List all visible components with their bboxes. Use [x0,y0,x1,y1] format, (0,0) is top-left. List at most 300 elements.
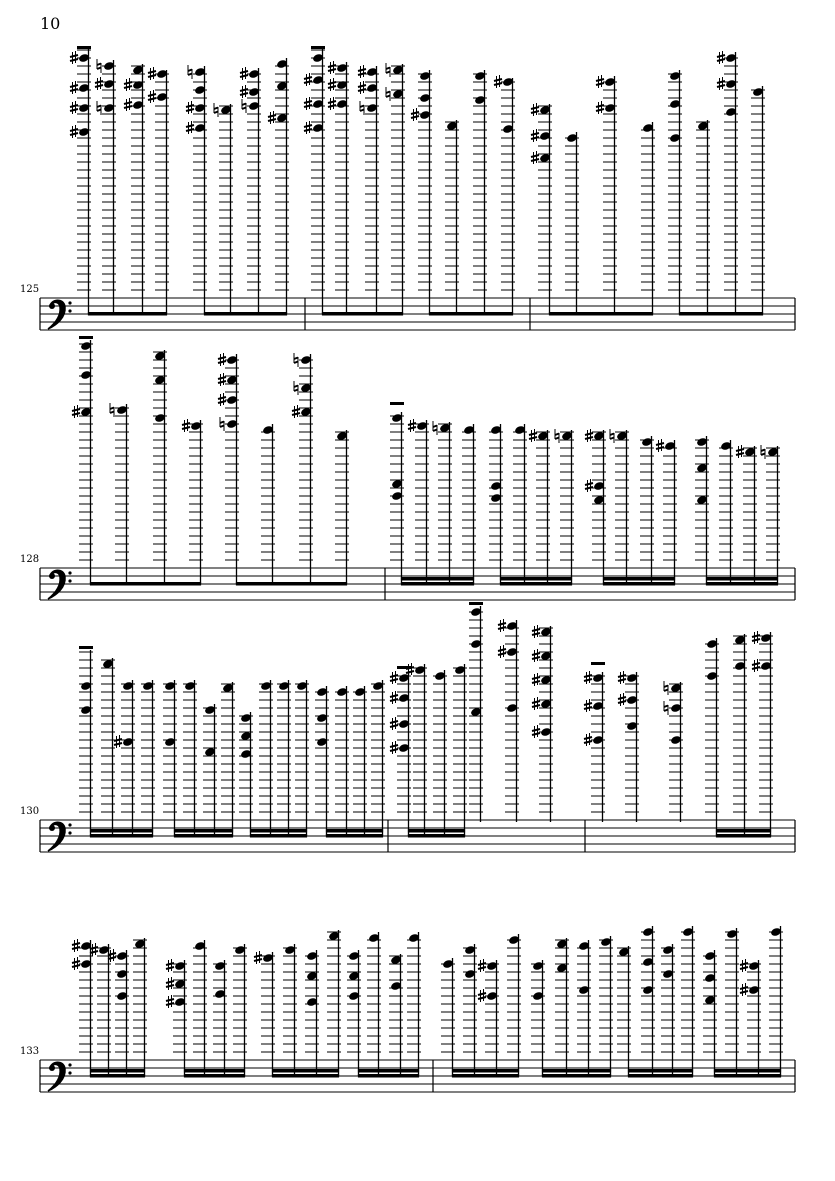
chord [114,680,135,836]
sharp-icon [390,691,398,704]
sharp-icon [358,81,366,94]
natural-icon [555,429,559,443]
chord [277,680,291,836]
chord [240,67,261,314]
chord [390,666,411,836]
chord [148,67,169,314]
beam-group [72,938,147,1078]
bass-clef-head [49,825,55,831]
beam [429,312,513,316]
beam [542,1069,611,1073]
chord [186,65,207,314]
rest-mark [79,336,93,339]
rest-mark [77,46,91,49]
beam [184,1074,245,1078]
chord [335,686,349,836]
sharp-icon [328,61,336,74]
sharp-icon [752,659,760,672]
sharp-icon [584,699,592,712]
bass-clef-dot [68,823,71,826]
beam [549,312,653,316]
chord [411,70,432,314]
natural-icon [214,103,218,117]
chord [618,671,639,822]
chord [507,934,521,1076]
beam [250,834,307,838]
measure-number: 125 [20,284,40,295]
rest-mark [469,602,483,605]
chord [640,436,654,584]
sharp-icon [148,90,156,103]
sharp-icon [406,663,414,676]
sharp-icon [114,735,122,748]
beam-group [79,646,155,838]
chord [565,132,579,314]
chord [596,75,617,314]
sharp-icon [596,101,604,114]
beam [184,1069,245,1073]
chord [433,670,447,836]
bass-clef-dot [68,309,71,312]
chord [233,944,247,1076]
chord [358,65,379,314]
beam-group [239,680,309,838]
beam [714,1069,781,1073]
sharp-icon [328,97,336,110]
chord [555,429,574,584]
beam [326,834,383,838]
chord [367,932,381,1076]
chord [239,712,253,836]
chord [441,958,455,1076]
beam-group [668,51,765,316]
sharp-icon [186,101,194,114]
sharp-icon [166,995,174,1008]
beam-group [254,930,341,1078]
sharp-icon [186,121,194,134]
chord [489,424,503,584]
chord [213,960,227,1076]
sharp-icon [584,671,592,684]
beam [326,829,383,833]
chord [101,658,115,836]
natural-icon [110,403,114,417]
beam [706,582,778,586]
rest-mark [390,402,404,405]
beam [500,582,572,586]
sharp-icon [585,479,593,492]
sharp-icon [531,103,539,116]
bass-clef-dot [68,571,71,574]
beam-group [163,680,235,838]
sharp-icon [408,419,416,432]
beam-group [218,353,349,586]
beam-group [70,46,169,316]
chord [408,419,429,584]
sharp-icon [390,717,398,730]
sharp-icon [529,429,537,442]
sharp-icon [304,73,312,86]
chord [664,681,683,822]
chord [153,350,167,584]
chord [166,959,187,1076]
sharp-icon [292,405,300,418]
sharp-icon [304,97,312,110]
chord [656,439,677,584]
sharp-icon [358,65,366,78]
chord [72,939,93,1076]
beam-group [390,663,467,838]
sharp-icon [532,625,540,638]
sharp-icon [736,445,744,458]
natural-icon [610,429,614,443]
beam-group [695,436,780,586]
chord [617,946,631,1076]
rest-mark [79,646,93,649]
sharp-icon [494,75,502,88]
sharp-icon [254,951,262,964]
chord [736,445,757,584]
chord [585,429,606,584]
beam [716,829,771,833]
sharp-icon [70,101,78,114]
chord [353,686,367,836]
chord [577,940,591,1076]
beam-group [531,936,613,1078]
beam [408,829,465,833]
sharp-icon [90,943,98,956]
system [20,602,795,852]
sharp-icon [70,125,78,138]
page-number: 10 [40,14,61,33]
chord [407,932,421,1076]
beam-group [584,662,683,822]
natural-icon [386,63,390,77]
beam [358,1069,419,1073]
chord [584,662,605,822]
sharp-icon [584,733,592,746]
beam-group [411,70,515,316]
chord [347,950,361,1076]
chord [163,680,177,836]
beam [272,1074,339,1078]
natural-icon [386,87,390,101]
beam [322,312,403,316]
beam [401,577,474,581]
bass-clef-dot [68,831,71,834]
natural-icon [97,101,101,115]
beam-group [617,926,695,1078]
beam-group [72,336,203,586]
chord [668,70,682,314]
chord [203,704,217,836]
beam [90,829,153,833]
chord [259,680,273,836]
beam [628,1069,693,1073]
sharp-icon [656,439,664,452]
chord [661,944,675,1076]
beam-group [441,934,521,1078]
beam-group [469,602,553,822]
beam [204,312,287,316]
chord [328,61,349,314]
chord [72,336,93,584]
sharp-icon [532,673,540,686]
natural-icon [220,417,224,431]
beam [401,582,474,586]
sharp-icon [390,671,398,684]
sharp-icon [618,671,626,684]
chord [696,120,710,314]
natural-icon [294,381,298,395]
beam [679,312,763,316]
beam [542,1074,611,1078]
rest-mark [591,662,605,665]
chord [315,686,329,836]
sharp-icon [240,85,248,98]
natural-icon [188,65,192,79]
sharp-icon [717,51,725,64]
bass-clef-dot [68,1063,71,1066]
beam-group [703,926,783,1078]
sharp-icon [478,959,486,972]
beam [452,1069,519,1073]
beam [236,582,347,586]
chord [462,424,476,584]
chord [433,421,452,584]
beam [452,1074,519,1078]
sharp-icon [72,957,80,970]
chord [641,122,655,314]
sharp-icon [531,129,539,142]
system [20,336,795,600]
beam [272,1069,339,1073]
beam [408,834,465,838]
chord [292,353,313,584]
beam [500,577,572,581]
chord [389,954,403,1076]
sharp-icon [268,111,276,124]
chord [214,103,233,314]
bass-clef-dot [68,1071,71,1074]
chord [705,638,719,836]
chord [141,680,155,836]
chord [108,949,129,1076]
chord [218,353,239,584]
sharp-icon [596,75,604,88]
measure-number: 128 [20,554,40,565]
natural-icon [664,681,668,695]
beam [714,1074,781,1078]
beam [250,829,307,833]
beam [716,834,771,838]
bass-clef-dot [68,579,71,582]
beam-group [347,932,421,1078]
chord [463,944,477,1076]
sharp-icon [72,405,80,418]
sharp-icon [218,353,226,366]
chord [529,429,550,584]
chord [261,424,275,584]
chord [70,46,91,314]
sharp-icon [532,725,540,738]
beam-group [705,631,773,838]
sharp-icon [532,697,540,710]
chord [254,951,275,1076]
sharp-icon [618,693,626,706]
sharp-icon [532,649,540,662]
chord [719,440,733,584]
natural-icon [433,421,437,435]
sharp-icon [124,98,132,111]
chord [469,602,483,822]
chord [183,680,197,836]
chord [390,402,404,584]
sharp-icon [498,645,506,658]
chord [283,944,297,1076]
chord [610,429,629,584]
beam-group [186,58,289,316]
beam [90,1074,145,1078]
chord [681,926,695,1076]
sharp-icon [740,983,748,996]
chord [304,46,325,314]
sharp-icon [166,959,174,972]
sharp-icon [218,373,226,386]
bass-clef-head [49,303,55,309]
beam-group [390,402,476,586]
sharp-icon [328,78,336,91]
chord [95,59,116,314]
natural-icon [360,101,364,115]
chord [124,64,145,314]
chord [531,103,552,314]
chord [335,430,349,584]
chord [453,664,467,836]
beam [603,577,675,581]
beam [90,834,153,838]
natural-icon [97,59,101,73]
chord [725,928,739,1076]
sharp-icon [478,989,486,1002]
chord [531,960,545,1076]
natural-icon [294,353,298,367]
chord [717,51,738,314]
chord [445,120,459,314]
sharp-icon [108,949,116,962]
sharp-icon [124,78,132,91]
beam [90,582,201,586]
natural-icon [664,701,668,715]
rest-mark [311,46,325,49]
chord [513,424,527,584]
chord [133,938,147,1076]
sharp-icon [218,393,226,406]
sharp-icon [531,151,539,164]
chord [599,936,613,1076]
beam [358,1074,419,1078]
sharp-icon [390,741,398,754]
system [20,46,795,330]
sharp-icon [717,77,725,90]
chord [305,950,319,1076]
sharp-icon [585,429,593,442]
chord [703,950,717,1076]
beam-group [585,429,677,586]
beam-group [166,940,247,1078]
chord [555,938,569,1076]
natural-icon [242,99,246,113]
system [20,926,795,1092]
chord [761,445,780,584]
chord [295,680,309,836]
sharp-icon [240,67,248,80]
sharp-icon [411,108,419,121]
chord [752,631,773,836]
bass-clef-head [49,573,55,579]
beam [706,577,778,581]
sharp-icon [166,977,174,990]
beam [90,1069,145,1073]
beam [174,829,233,833]
chord [641,926,655,1076]
bass-clef-head [49,1065,55,1071]
beam [174,834,233,838]
sharp-icon [498,619,506,632]
chord [473,70,487,314]
natural-icon [761,445,765,459]
sharp-icon [304,121,312,134]
chord [79,646,93,836]
sharp-icon [752,631,760,644]
chord [498,619,519,822]
chord [740,959,761,1076]
chord [478,959,499,1076]
sharp-icon [740,959,748,972]
beam [603,582,675,586]
chord [733,634,747,836]
chord [386,63,405,314]
sharp-icon [95,77,103,90]
chord [327,930,341,1076]
chord [751,86,765,314]
sharp-icon [182,419,190,432]
sharp-icon [70,81,78,94]
beam-group [304,46,405,316]
bass-clef-dot [68,301,71,304]
chord [182,419,203,584]
chord [193,940,207,1076]
chord [90,943,111,1076]
chord [532,625,553,822]
beam-group [489,424,574,586]
beam [88,312,167,316]
chord [268,58,289,314]
chord [221,682,235,836]
chord [769,926,783,1076]
sharp-icon [148,67,156,80]
measure-number: 133 [20,1046,40,1057]
chord [371,680,385,836]
measure-number: 130 [20,806,40,817]
beam-group [315,680,385,838]
chord [695,436,709,584]
chord [110,403,129,584]
sharp-icon [72,939,80,952]
beam [628,1074,693,1078]
chord [494,75,515,314]
beam-group [531,75,655,316]
